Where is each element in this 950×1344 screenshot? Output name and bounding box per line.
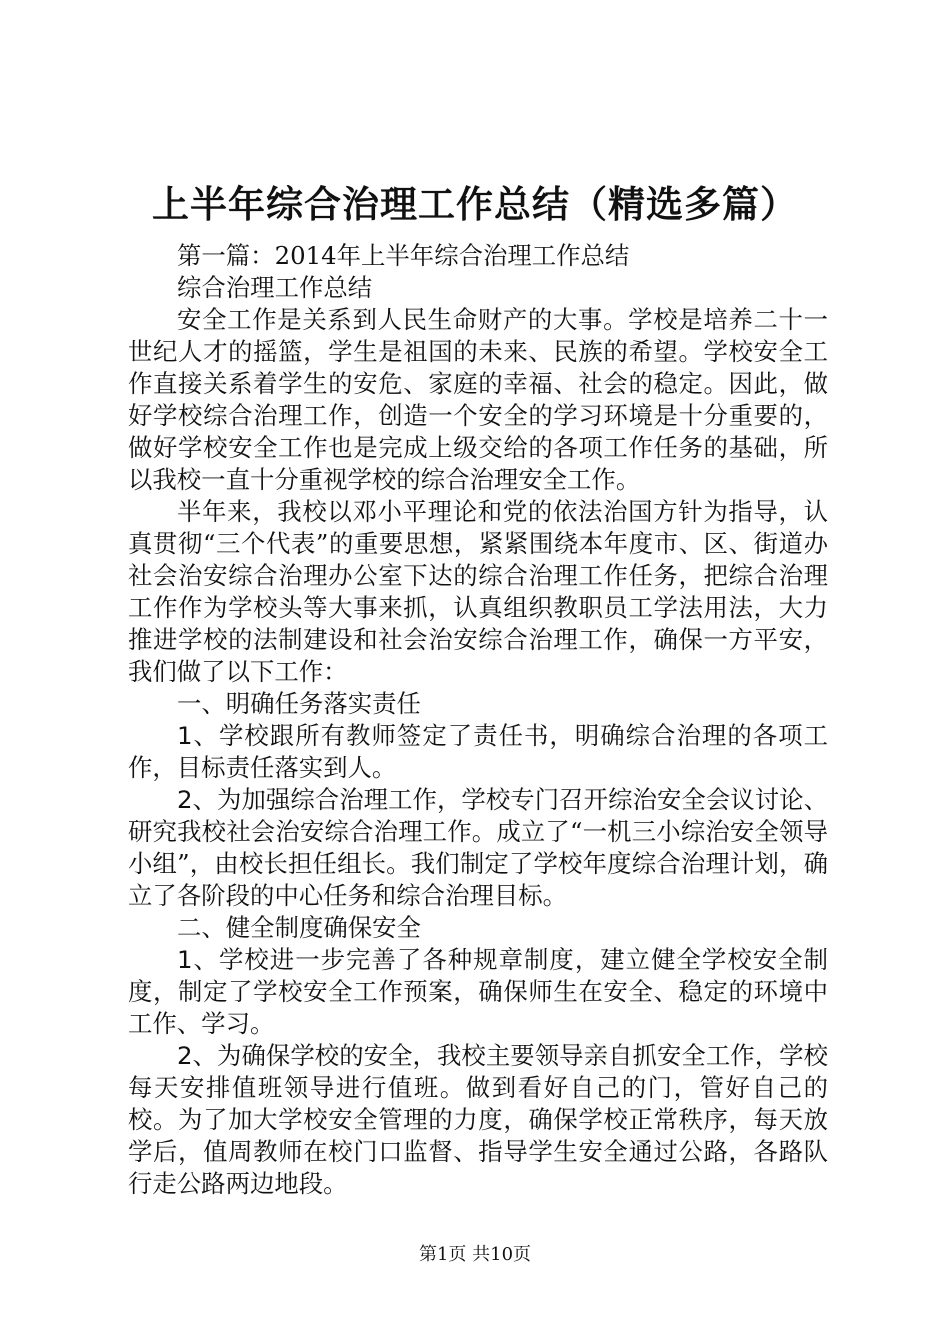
subtitle: 综合治理工作总结	[177, 273, 373, 302]
section-heading: 二、健全制度确保安全	[177, 913, 421, 942]
section-heading-part-one: 第一篇：2014年上半年综合治理工作总结	[177, 241, 630, 270]
bold-sentence: 2、为确保学校的安全，我校主要领导亲自抓安全工作，学校每天安排值班领导进行值班。	[128, 1041, 828, 1102]
body-paragraph: 安全工作是关系到人民生命财产的大事。学校是培养二十一世纪人才的摇篮，学生是祖国的未来、民族的希望。学校安全工作直接关系着学生的安危、家庭的幸福、社会的稳定。因此，做好学校综合治理工作，创造一个安全的学习环境是十分重要的，做好学校安全工作也是完成上级交给的各项工作任务的基础，所以我校一直十分重视学校的综合治理安全工作。	[128, 305, 828, 494]
body-paragraph	[128, 784, 828, 912]
body-paragraph	[128, 1040, 828, 1200]
document-body	[128, 238, 828, 1200]
page-number: 第1页 共10页	[418, 1244, 532, 1265]
paragraph-continuation: 做到看好自己的门，管好自己的校。为了加大学校安全管理的力度，确保学校正常秩序，每天放学后，值周教师在校门口监督、指导学生安全通过公路，各路队行走公路两边地段。	[128, 1073, 828, 1198]
body-paragraph: 半年来，我校以邓小平理论和党的依法治国方针为指导，认真贯彻“三个代表”的重要思想，紧紧围绕本年度市、区、街道办社会治安综合治理办公室下达的综合治理工作任务，把综合治理工作作为学校头等大事来抓，认真组织教职员工学法用法，大力推进学校的法制建设和社会治安综合治理工作，确保一方平安，我们做了以下工作：	[128, 497, 828, 686]
body-paragraph: 1、学校跟所有教师签定了责任书，明确综合治理的各项工作，目标责任落实到人。	[128, 721, 828, 782]
bold-sentence: 2、为加强综合治理工作，学校专门召开综治安全会议讨论、研究我校社会治安综合治理工作。	[128, 785, 828, 846]
document-title: 上半年综合治理工作总结（精选多篇）	[152, 183, 798, 226]
body-paragraph: 1、学校进一步完善了各种规章制度，建立健全学校安全制度，制定了学校安全工作预案，确保师生在安全、稳定的环境中工作、学习。	[128, 945, 828, 1038]
paragraph-continuation: 成立了“一机三小综治安全领导小组”，由校长担任组长。我们制定了学校年度综合治理计划，确立了各阶段的中心任务和综合治理目标。	[128, 817, 828, 910]
section-heading: 一、明确任务落实责任	[177, 689, 421, 718]
